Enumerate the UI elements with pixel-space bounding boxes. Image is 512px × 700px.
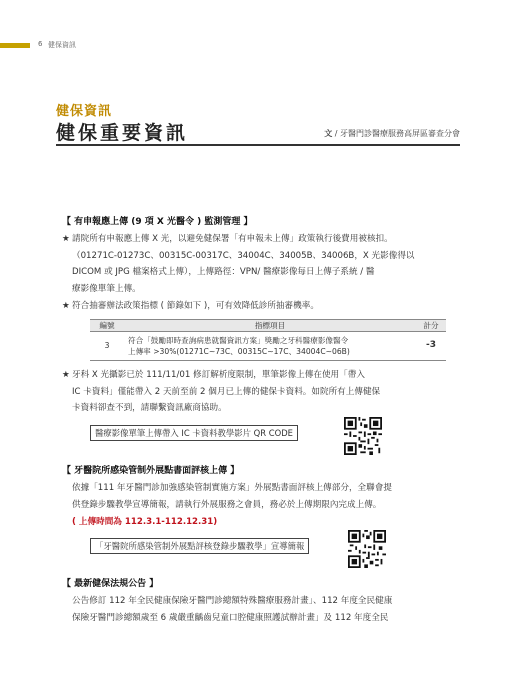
qr-code-graphic: [344, 417, 382, 455]
running-head: [0, 40, 300, 52]
table-row: [90, 331, 446, 360]
byline-author: / 牙醫門診醫療服務高屏區審查分會: [334, 129, 460, 138]
spacer: [62, 455, 472, 463]
cell-score: -3: [416, 331, 446, 360]
page-number: 6: [38, 40, 43, 48]
text-line: IC 卡資料」僅能帶入 2 天前至前 2 個月已上傳的健保卡資料。如院所有上傳健保: [72, 386, 381, 397]
paragraph-infection-control: [62, 480, 472, 530]
cell-item-line: 符合「鼓勵即時查詢病患就醫資訊方案」獎勵之牙科醫療影像醫令: [128, 335, 349, 345]
paragraph-latest-regulations: [62, 593, 472, 627]
text-line: 牙科 X 光攝影已於 111/11/01 修訂解析度限制，單筆影像上傳在使用「帶入: [72, 369, 365, 380]
byline-prefix: 文: [324, 129, 333, 138]
page-title: 健保重要資訊: [56, 122, 189, 144]
qr-code-icon[interactable]: [344, 417, 382, 455]
text-line: 保險牙醫門診總額歲至 6 歲嚴重齲齒兒童口腔健康照護試辦計畫」及 112 年度全民: [72, 612, 389, 623]
text-line: （01271C-01273C、00315C-00317C、34004C、34005B、34006B，X 光影像得以: [72, 250, 415, 261]
boxed-label-briefing: 「牙醫院所感染管制外展點評核登錄步驟教學」宣導簡報: [90, 538, 309, 554]
table-header-row: [90, 319, 446, 331]
qr-code-icon[interactable]: [348, 530, 386, 568]
text-line: 依據「111 年牙醫門診加強感染管制實施方案」外展點書面評核上傳部分，全聯會提: [72, 482, 392, 493]
cell-number: 3: [90, 331, 124, 360]
cell-item: [124, 331, 416, 360]
bullet-upload-xray: [62, 231, 472, 298]
accent-bar: [0, 43, 30, 48]
running-section-label: 健保資訊: [48, 41, 76, 49]
section-heading-upload-monitoring: 【 有申報應上傳 (9 項 X 光醫令 ) 監測管理 】: [62, 217, 253, 227]
bullet-resolution-limit: [62, 367, 472, 417]
indicator-table: [90, 319, 446, 361]
bullet-audit-indicator: [62, 298, 472, 315]
column-header-score: 計分: [416, 319, 446, 331]
text-line: DICOM 或 JPG 檔案格式上傳），上傳路徑：VPN/ 醫療影像每日上傳子系統 / 醫: [72, 267, 375, 278]
text-line: 卡資料卻查不到，請聯繫資訊廠商協助。: [72, 403, 227, 414]
star-bullet: ★: [62, 300, 70, 311]
cell-item-line: 上傳率 >30%(01271C~73C、00315C~17C、34004C~06B): [128, 346, 350, 356]
text-line: 公告修訂 112 年全民健康保險牙醫門診總額特殊醫療服務計畫」、112 年度全民健康: [72, 596, 393, 607]
section-heading-latest-regulations: 【 最新健保法規公告 】: [62, 579, 159, 590]
text-line: 療影像單筆上傳。: [72, 284, 141, 295]
column-header-number: 編號: [90, 319, 124, 331]
section-heading-infection-control: 【 牙醫院所感染管制外展點書面評核上傳 】: [62, 466, 240, 477]
text-line: 供登錄步驟教學宣導簡報，請執行外展服務之會員，務必於上傳期限內完成上傳。: [72, 499, 382, 510]
upload-deadline: ( 上傳時間為 112.3.1-112.12.31): [72, 516, 218, 527]
qr-code-graphic: [348, 530, 386, 568]
byline: [324, 128, 460, 139]
star-bullet: ★: [62, 369, 70, 380]
title-rule: [56, 144, 460, 146]
text-line: 符合抽審辦法政策指標 ( 節錄如下 )，可有效降低診所抽審機率。: [72, 300, 319, 311]
article-kicker: 健保資訊: [56, 104, 113, 119]
article-body: [62, 214, 472, 627]
column-header-item: 指標項目: [124, 319, 416, 331]
text-line: 請院所有申報應上傳 X 光，以避免健保署「有申報未上傳」政策執行後費用被核扣。: [72, 233, 393, 244]
qr-row-tutorial-video: [62, 417, 472, 455]
boxed-label-tutorial-video: 醫療影像單筆上傳帶入 IC 卡資料教學影片 QR CODE: [90, 425, 298, 441]
qr-row-briefing: [62, 530, 472, 568]
star-bullet: ★: [62, 233, 70, 244]
spacer: [62, 568, 472, 576]
